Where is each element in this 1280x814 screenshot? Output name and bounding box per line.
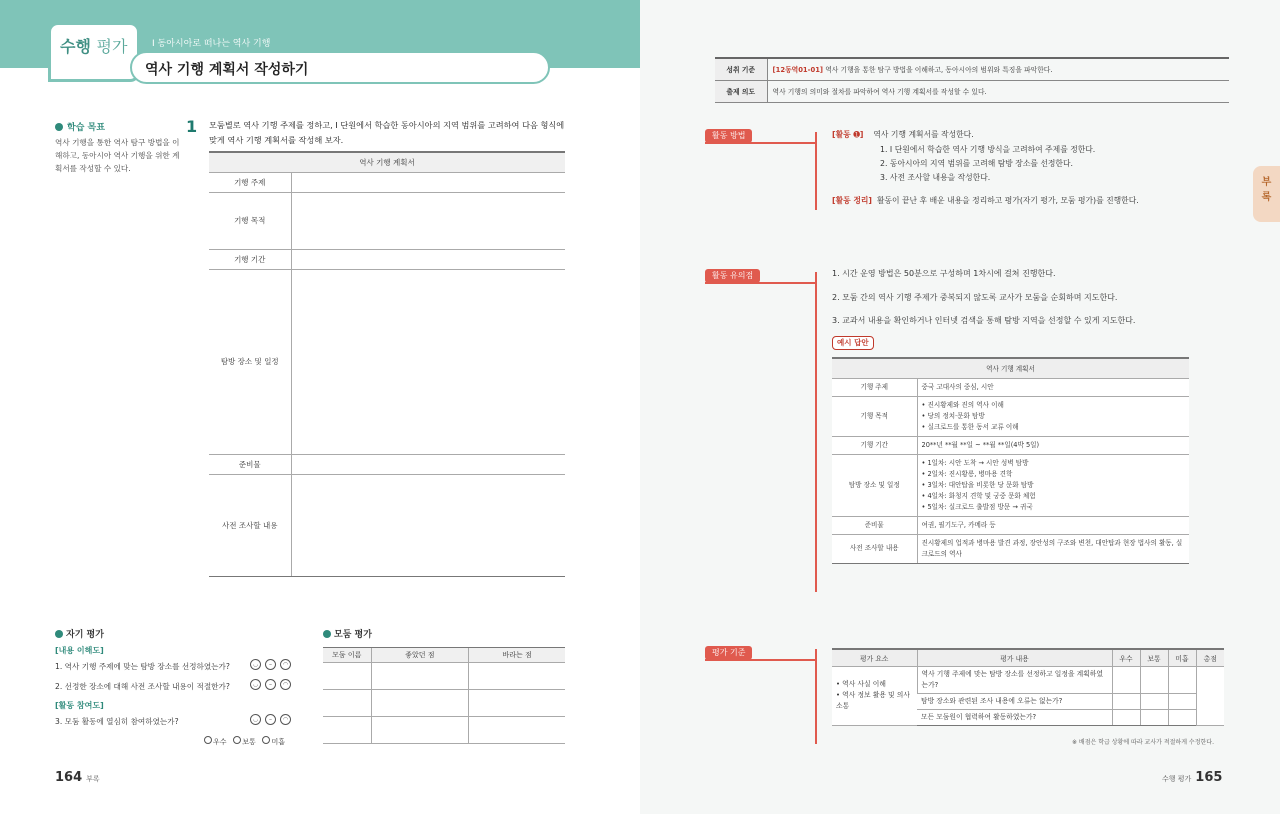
intent-value: 역사 기행의 의미와 절차를 파악하여 역사 기행 계획서를 작성할 수 있다. <box>767 80 1229 102</box>
intent-label: 출제 의도 <box>715 80 767 102</box>
rating-legend: 우수 보통 미흡 <box>204 736 285 747</box>
smile-icon[interactable]: ◡ <box>250 714 261 725</box>
self-eval-item: 1. 역사 기행 주제에 맞는 탐방 장소를 선정하였는가? <box>55 662 230 671</box>
plan-row-input[interactable] <box>291 249 565 269</box>
plan-row-input[interactable] <box>291 454 565 474</box>
divider <box>815 649 817 744</box>
score-cell[interactable] <box>1140 666 1168 693</box>
divider <box>705 282 815 284</box>
example-label: 기행 주제 <box>832 378 917 396</box>
bullet-icon <box>55 630 63 638</box>
criteria-col: 미흡 <box>1168 649 1196 666</box>
self-eval-item: 3. 모둠 활동에 열심히 참여하였는가? <box>55 717 179 726</box>
neutral-face-icon <box>233 736 241 744</box>
criteria-col: 총점 <box>1196 649 1224 666</box>
activity-step: 1. Ⅰ 단원에서 학습한 역사 기행 방식을 고려하여 주제를 정한다. <box>880 145 1096 154</box>
plan-row-label: 기행 목적 <box>209 192 291 249</box>
question-number: 1 <box>186 117 198 136</box>
rating-faces[interactable] <box>250 714 295 725</box>
score-cell[interactable] <box>1140 709 1168 725</box>
plan-row-input[interactable] <box>291 172 565 192</box>
neutral-face-icon[interactable]: – <box>265 679 276 690</box>
standards-label: 성취 기준 <box>715 58 767 80</box>
criteria-content: 모든 모둠원이 협력하여 활동하였는가? <box>917 709 1112 725</box>
score-cell[interactable] <box>1168 693 1196 709</box>
standards-table <box>715 57 1229 103</box>
method-tab: 활동 방법 <box>705 129 752 143</box>
group-eval-cell[interactable] <box>371 690 469 717</box>
example-value: • 1일차: 시안 도착 → 시안 성벽 탐방 • 2일차: 진시황릉, 병마용 견학 • 3일차: 대안탑을 비롯한 당 문화 탐방 • 4일차: 화청지 견학 및 궁중 문화 체험 • 5일차: 실크로드 출발점 방문 → 귀국 <box>917 454 1189 516</box>
activity-step: 3. 사전 조사할 내용을 작성한다. <box>880 173 991 182</box>
score-cell[interactable] <box>1112 666 1140 693</box>
goal-text: 역사 기행을 통한 역사 탐구 방법을 이해하고, 동아시아 역사 기행을 위한 계획서를 작성할 수 있다. <box>55 138 180 173</box>
example-value: • 진시황제와 진의 역사 이해 • 당의 정치·문화 탐방 • 실크로드를 통한 동서 교류 이해 <box>917 396 1189 436</box>
group-eval-cell[interactable] <box>371 717 469 744</box>
frown-icon <box>262 736 270 744</box>
example-value: 여권, 필기도구, 카메라 등 <box>917 516 1189 534</box>
standards-value: [12동역01-01] 역사 기행을 통한 탐구 방법을 이해하고, 동아시아의 범위와 특징을 파악한다. <box>767 58 1229 80</box>
group-eval-cell[interactable] <box>469 690 565 717</box>
criteria-element: • 역사 사실 이해 • 역사 정보 활용 및 의사소통 <box>832 666 917 725</box>
smile-icon <box>204 736 212 744</box>
activity-wrapup: [활동 정리] 활동이 끝난 후 배운 내용을 정리하고 평가(자기 평가, 모둠 평가)를 진행한다. <box>832 196 1139 205</box>
example-table-title: 역사 기행 계획서 <box>832 358 1189 378</box>
frown-icon[interactable]: ◠ <box>280 659 291 670</box>
score-cell[interactable] <box>1140 693 1168 709</box>
activity-1: [활동 ➊] 역사 기행 계획서를 작성한다. <box>832 130 974 139</box>
example-value: 중국 고대사의 중심, 시안 <box>917 378 1189 396</box>
criteria-col: 평가 내용 <box>917 649 1112 666</box>
plan-table <box>209 151 565 577</box>
page-number-right: 수행 평가 165 <box>1162 770 1223 785</box>
example-label: 사전 조사할 내용 <box>832 534 917 563</box>
score-cell[interactable] <box>1168 666 1196 693</box>
smile-icon[interactable]: ◡ <box>250 679 261 690</box>
plan-row-input[interactable] <box>291 269 565 454</box>
example-label: 기행 목적 <box>832 396 917 436</box>
note-item: 1. 시간 운영 방법은 50분으로 구성하며 1차시에 걸쳐 진행한다. <box>832 269 1056 278</box>
table-row <box>323 663 565 690</box>
divider <box>705 659 815 661</box>
activity-step: 2. 동아시아의 지역 범위를 고려해 탐방 장소를 선정한다. <box>880 159 1073 168</box>
example-plan-table <box>832 357 1189 564</box>
plan-row-label: 준비물 <box>209 454 291 474</box>
criteria-content: 탐방 장소와 관련된 조사 내용에 오류는 없는가? <box>917 693 1112 709</box>
self-eval-group1: [내용 이해도] <box>55 646 104 655</box>
plan-row-label: 기행 기간 <box>209 249 291 269</box>
group-eval-cell[interactable] <box>323 717 371 744</box>
goal-heading: 학습 목표 <box>55 120 105 133</box>
bullet-icon <box>323 630 331 638</box>
notes-tab: 활동 유의점 <box>705 269 760 283</box>
example-label: 기행 기간 <box>832 436 917 454</box>
group-eval-cell[interactable] <box>323 663 371 690</box>
plan-row-label: 탐방 장소 및 일정 <box>209 269 291 454</box>
group-eval-cell[interactable] <box>323 690 371 717</box>
neutral-face-icon[interactable]: – <box>265 659 276 670</box>
group-eval-cell[interactable] <box>469 717 565 744</box>
self-eval-group2: [활동 참여도] <box>55 701 104 710</box>
frown-icon[interactable]: ◠ <box>280 714 291 725</box>
self-eval-item: 2. 선정한 장소에 대해 사전 조사할 내용이 적절한가? <box>55 682 230 691</box>
smile-icon[interactable]: ◡ <box>250 659 261 670</box>
example-value: 진시황제의 업적과 병마용 발견 과정, 장안성의 구조와 변천, 대안탑과 현장 법사의 활동, 실크로드의 역사 <box>917 534 1189 563</box>
criteria-table <box>832 648 1224 726</box>
rating-faces[interactable] <box>250 679 295 690</box>
example-label: 탐방 장소 및 일정 <box>832 454 917 516</box>
score-cell[interactable] <box>1112 693 1140 709</box>
plan-row-input[interactable] <box>291 474 565 576</box>
table-row <box>323 690 565 717</box>
example-label: 준비물 <box>832 516 917 534</box>
score-cell[interactable] <box>1112 709 1140 725</box>
divider <box>815 272 817 592</box>
plan-table-title: 역사 기행 계획서 <box>209 152 565 172</box>
criteria-col: 평가 요소 <box>832 649 917 666</box>
self-eval-heading: 자기 평가 <box>55 627 104 640</box>
table-row <box>832 666 1224 693</box>
group-eval-heading: 모둠 평가 <box>323 627 372 640</box>
rating-faces[interactable] <box>250 659 295 670</box>
total-cell[interactable] <box>1196 666 1224 725</box>
group-eval-cell[interactable] <box>371 663 469 690</box>
group-eval-cell[interactable] <box>469 663 565 690</box>
page-number-left: 164 부록 <box>55 770 100 785</box>
criteria-col: 보통 <box>1140 649 1168 666</box>
score-cell[interactable] <box>1168 709 1196 725</box>
criteria-col: 우수 <box>1112 649 1140 666</box>
frown-icon[interactable]: ◠ <box>280 679 291 690</box>
note-item: 2. 모둠 간의 역사 기행 주제가 중복되지 않도록 교사가 모둠을 순회하며 지도한다. <box>832 293 1118 302</box>
plan-row-label: 기행 주제 <box>209 172 291 192</box>
group-eval-col: 바라는 점 <box>469 648 565 663</box>
criteria-tab: 평가 기준 <box>705 646 752 660</box>
group-eval-col: 좋았던 점 <box>371 648 469 663</box>
bullet-icon <box>55 123 63 131</box>
criteria-content: 역사 기행 주제에 맞는 탐방 장소를 선정하고 일정을 계획하였는가? <box>917 666 1112 693</box>
page-title: 역사 기행 계획서 작성하기 <box>145 62 309 78</box>
example-answer-badge: 예시 답안 <box>832 336 874 350</box>
criteria-note: ※ 배점은 학급 상황에 따라 교사가 적절하게 수정한다. <box>1072 739 1215 746</box>
group-eval-col: 모둠 이름 <box>323 648 371 663</box>
neutral-face-icon[interactable]: – <box>265 714 276 725</box>
table-row <box>323 717 565 744</box>
plan-row-input[interactable] <box>291 192 565 249</box>
group-eval-table <box>323 647 565 744</box>
example-value: 20**년 **월 **일 ~ **월 **일(4박 5일) <box>917 436 1189 454</box>
appendix-side-tab[interactable]: 부 록 <box>1253 166 1280 222</box>
badge-label: 수행 평가 <box>60 37 128 56</box>
unit-label: Ⅰ 동아시아로 떠나는 역사 기행 <box>152 39 271 49</box>
question-text: 모둠별로 역사 기행 주제를 정하고, Ⅰ 단원에서 학습한 동아시아의 지역 범위를 고려하여 다음 형식에 맞게 역사 기행 계획서를 작성해 보자. <box>209 120 565 145</box>
divider <box>705 142 815 144</box>
plan-row-label: 사전 조사할 내용 <box>209 474 291 576</box>
note-item: 3. 교과서 내용을 확인하거나 인터넷 검색을 통해 탐방 지역을 선정할 수 있게 지도한다. <box>832 316 1136 325</box>
divider <box>815 132 817 210</box>
